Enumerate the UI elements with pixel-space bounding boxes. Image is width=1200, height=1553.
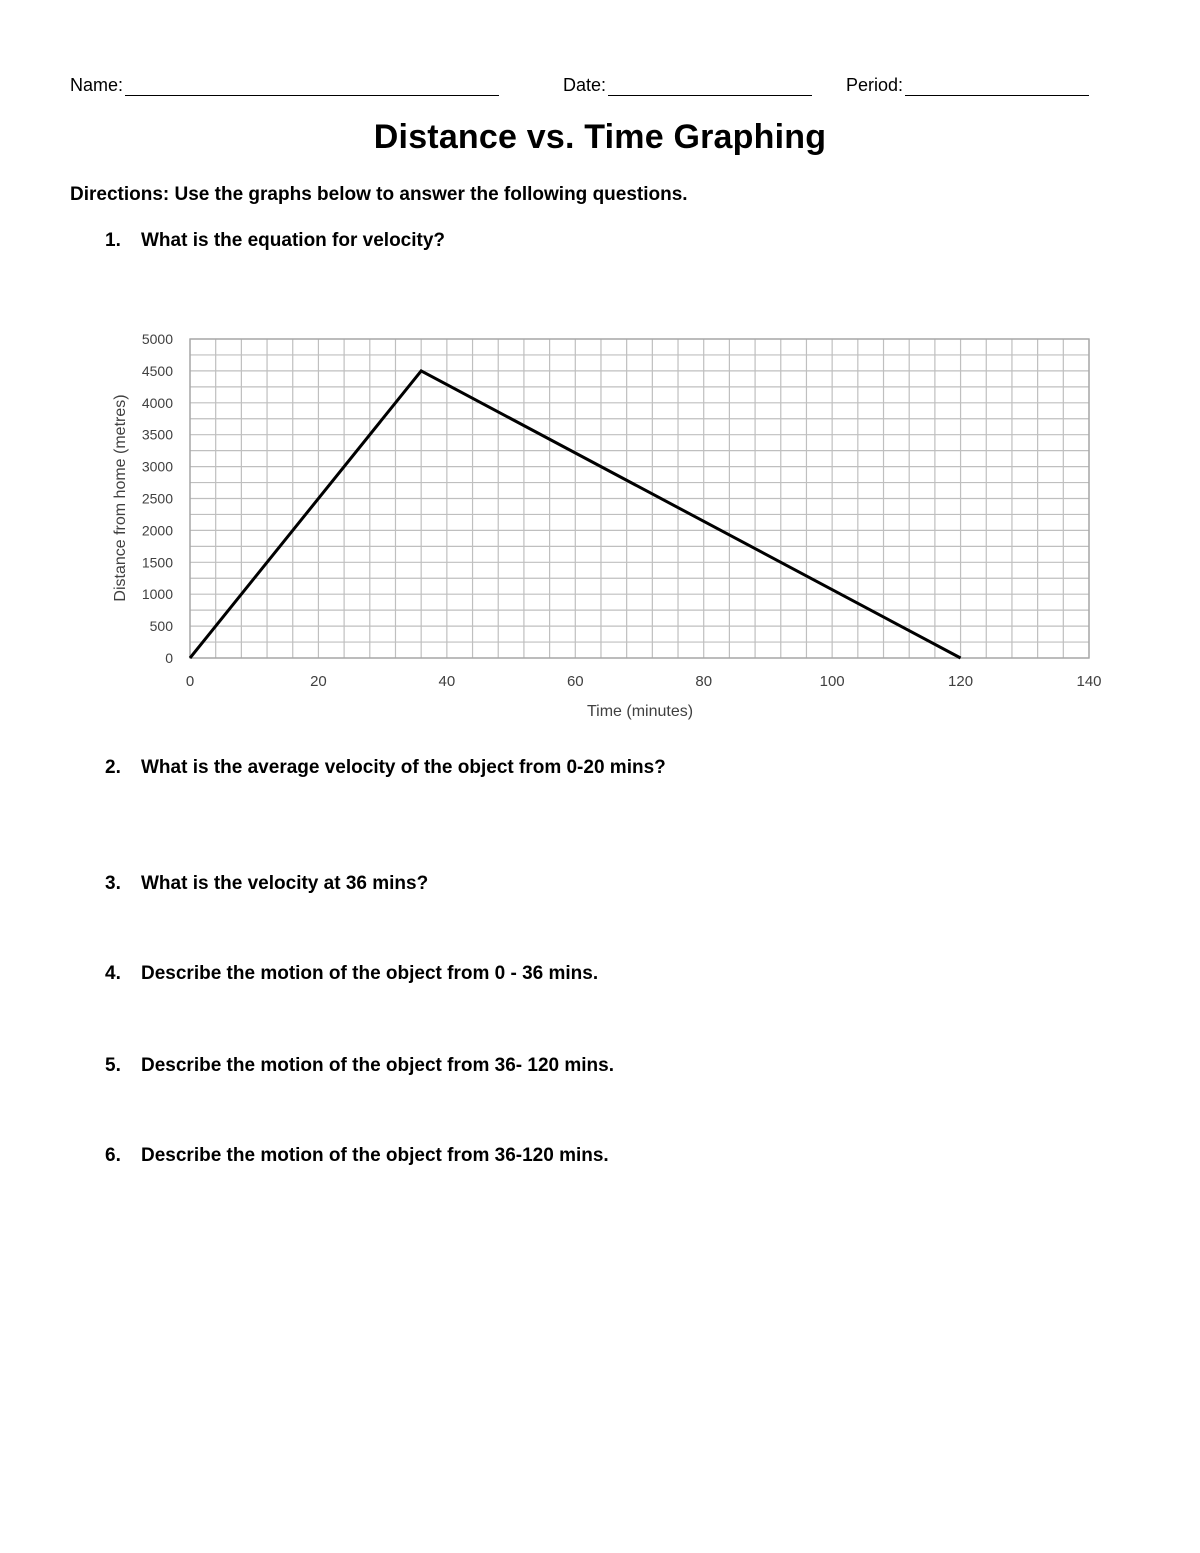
x-tick-label: 20 — [310, 673, 327, 690]
question-number: 5. — [105, 1055, 121, 1076]
y-tick-label: 2500 — [141, 490, 173, 507]
period-label: Period: — [846, 75, 904, 95]
directions-text: Directions: Use the graphs below to answer the following questions. — [70, 184, 688, 205]
y-tick-label: 1500 — [141, 554, 173, 571]
question-text: What is the equation for velocity? — [141, 230, 446, 251]
y-tick-label: 4000 — [141, 394, 173, 411]
x-tick-label: 140 — [1076, 673, 1102, 690]
y-tick-label: 5000 — [141, 331, 173, 347]
y-axis-label: Distance from home (metres) — [112, 394, 129, 602]
name-label: Name: — [70, 75, 124, 95]
question-6 — [105, 1145, 609, 1167]
x-tick-label: 80 — [695, 673, 713, 690]
x-tick-label: 100 — [819, 673, 845, 690]
y-tick-label: 3500 — [141, 426, 173, 443]
y-tick-label: 1000 — [141, 586, 173, 603]
question-text: What is the average velocity of the object from 0-20 mins? — [141, 757, 666, 778]
question-number: 6. — [105, 1145, 121, 1166]
question-text: What is the velocity at 36 mins? — [141, 873, 429, 894]
question-number: 1. — [105, 230, 121, 251]
x-axis-label: Time (minutes) — [586, 703, 694, 720]
chart-grid — [190, 339, 1089, 658]
chart-tick-labels — [142, 331, 1102, 690]
distance-time-chart — [0, 0, 1200, 740]
question-number: 2. — [105, 757, 121, 778]
y-tick-label: 500 — [149, 618, 173, 635]
question-number: 4. — [105, 963, 121, 984]
question-text: Describe the motion of the object from 0 - 36 mins. — [141, 963, 599, 984]
page-title: Distance vs. Time Graphing — [373, 118, 827, 156]
x-tick-label: 0 — [185, 673, 195, 690]
x-tick-label: 60 — [566, 673, 584, 690]
question-text: Describe the motion of the object from 36-120 mins. — [141, 1145, 609, 1166]
x-tick-label: 40 — [438, 673, 456, 690]
question-text: Describe the motion of the object from 36- 120 mins. — [141, 1055, 614, 1076]
y-tick-label: 0 — [165, 650, 173, 666]
y-tick-label: 2000 — [141, 522, 173, 539]
question-5 — [105, 1055, 614, 1077]
question-4 — [105, 963, 598, 985]
y-tick-label: 3000 — [141, 458, 173, 475]
question-number: 3. — [105, 873, 121, 894]
question-2 — [105, 757, 666, 779]
date-label: Date: — [563, 75, 607, 95]
y-tick-label: 4500 — [141, 362, 173, 379]
question-3 — [105, 873, 428, 895]
x-tick-label: 120 — [948, 673, 974, 690]
